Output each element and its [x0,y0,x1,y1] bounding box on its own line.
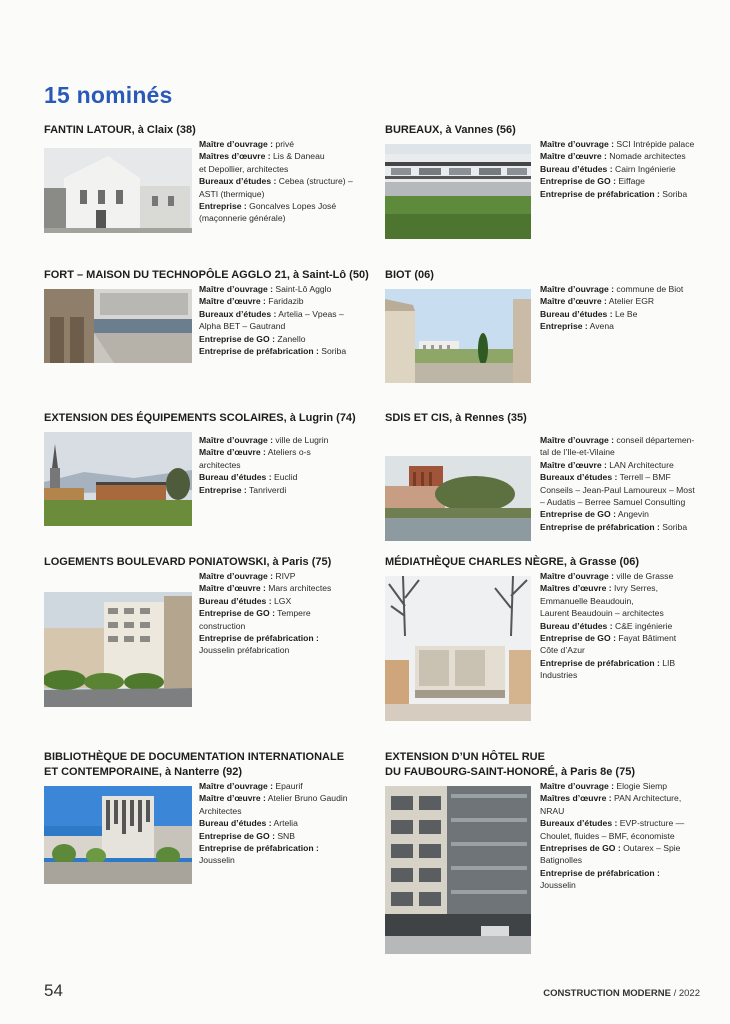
credit-value: Laurent Beaudouin – architectes [540,608,664,619]
credit-role: Entreprise de préfabrication : [540,867,660,878]
credit-line [540,669,720,681]
credit-line [540,484,722,496]
credit-line [199,570,377,582]
credits-block [540,434,722,533]
credit-value: Soriba [659,521,688,532]
credit-value: Atelier EGR [606,296,655,307]
credit-value: conseil départemen- [614,435,695,445]
credit-line [540,632,720,644]
credit-role: Maître d’œuvre : [540,296,607,307]
credit-value: Nomade architectes [606,151,686,162]
nominee-entry [385,268,715,383]
building-photo [385,786,531,954]
credit-role: Bureau d’études : [540,163,613,174]
credit-role: Bureau d’études : [199,595,272,606]
credit-value: SCI Intrépide palace [614,139,695,149]
credit-value: PAN Architecture, [611,793,682,804]
credit-value: Jousselin [199,855,235,866]
nominee-entry [44,411,374,526]
credit-role: Maître d’ouvrage : [540,139,615,149]
credit-value: LIB [659,657,676,668]
credit-role: Bureaux d’études : [199,308,277,319]
credit-value: privé [273,139,295,149]
credit-line [199,817,377,829]
credit-line [199,582,377,594]
credit-line [540,138,720,150]
credit-line [540,150,720,162]
credit-line [540,842,722,854]
credit-value: Angevin [615,509,649,520]
credit-role: Entreprise de GO : [540,633,616,644]
credit-line [199,200,377,212]
credit-line [199,854,377,866]
credit-role: Entreprises de GO : [540,843,621,854]
credit-line [199,842,377,854]
credit-value: Côte d’Azur [540,645,585,656]
credit-line [540,879,722,891]
credit-value: Faridazib [265,296,304,307]
credit-line [199,780,377,792]
credit-role: Bureau d’études : [199,472,272,483]
credit-line [540,620,720,632]
credit-line [540,582,720,594]
credits-block [540,780,722,892]
credits-block [199,434,377,496]
credit-role: Entreprise de préfabrication : [540,521,660,532]
credit-value: Artelia – Vpeas – [276,308,344,319]
credit-line [540,459,722,471]
credit-role: Maître d’ouvrage : [199,284,274,294]
credit-line [540,308,720,320]
credit-value: Tanriverdi [246,484,287,495]
credit-value: Zanello [274,333,306,344]
page-number: 54 [44,981,63,1000]
credits-block [199,570,377,657]
credit-line [540,817,722,829]
credit-value: EVP-structure — [617,818,685,829]
credit-role: Entreprise de GO : [540,509,616,520]
credit-value: Outarex – Spie [620,843,681,854]
building-photo [44,148,192,233]
credit-role: Bureau d’études : [199,818,272,829]
credit-line [199,830,377,842]
credit-value: Cairn Ingénierie [612,163,676,174]
credit-line [540,805,722,817]
nominee-entry [385,750,715,950]
credit-value: Lis & Daneau [270,151,325,162]
credit-role: Entreprise de préfabrication : [199,633,319,644]
credit-line [199,333,379,345]
credit-role: Maître d’œuvre : [540,151,607,162]
credit-role: Entreprise de GO : [540,176,616,187]
credit-line [540,867,722,879]
credit-role: Entreprise : [199,484,247,495]
credit-role: Maître d’œuvre : [199,447,266,458]
credit-value: ville de Lugrin [273,435,329,445]
building-photo [385,576,531,721]
credit-role: Maître d’ouvrage : [540,435,615,445]
credit-line [540,320,720,332]
credit-line [199,632,377,644]
credit-role: Entreprise de préfabrication : [199,843,319,854]
entry-title: BIBLIOTHÈQUE DE DOCUMENTATION INTERNATIONALE [44,751,345,763]
building-photo [44,432,192,526]
magazine-footer [543,988,700,999]
credit-line [540,521,722,533]
credit-line [199,283,379,295]
credit-line [540,434,722,446]
entry-title: BUREAUX, à Vannes (56) [385,124,516,136]
credit-line [540,295,720,307]
credit-role: Entreprise de préfabrication : [540,657,660,668]
credit-line [540,496,722,508]
credit-value: Alpha BET – Gautrand [199,321,286,332]
credit-value: – Audatis – Berree Samuel Consulting [540,497,686,508]
credit-line [199,434,377,446]
credit-line [540,854,722,866]
credit-value: LGX [271,595,292,606]
credit-role: Maître d’ouvrage : [540,284,615,294]
credit-role: Bureaux d’études : [540,472,618,483]
credit-role: Entreprise : [199,201,247,212]
credit-value: Ateliers o-s [265,447,311,458]
credit-role: Maîtres d’œuvre : [540,583,612,594]
nominee-entry [44,123,374,233]
credit-line [540,446,722,458]
credit-value: Industries [540,670,578,681]
credit-line [199,471,377,483]
credit-role: Maître d’ouvrage : [540,571,615,581]
credit-role: Maître d’ouvrage : [199,139,274,149]
credit-line [199,345,379,357]
credit-value: Saint-Lô Agglo [273,284,332,294]
credit-line [199,484,377,496]
building-photo [385,144,531,239]
credit-line [540,570,720,582]
credit-line [199,150,377,162]
credit-role: Entreprise de préfabrication : [540,188,660,199]
credit-value: Goncalves Lopes José [246,201,337,212]
credit-value: SNB [274,830,295,841]
credit-role: Bureaux d’études : [540,818,618,829]
entry-title: BIOT (06) [385,269,434,281]
nominee-entry [385,555,715,720]
credit-value: Cebea (structure) – [276,176,353,187]
credit-value: Choulet, fluides – BMF, économiste [540,830,675,841]
credit-role: Maître d’œuvre : [199,793,266,804]
credit-value: Tempere [274,608,311,619]
credit-value: LAN Architecture [606,459,674,470]
credit-value: ville de Grasse [614,571,674,581]
magazine-year: 2022 [678,988,700,999]
credit-role: Bureau d’études : [540,620,613,631]
credit-value: (maçonnerie générale) [199,213,286,224]
entry-title: EXTENSION DES ÉQUIPEMENTS SCOLAIRES, à Lugrin (74) [44,412,356,424]
credit-line [540,830,722,842]
credit-value: Avena [587,321,614,332]
credit-value: C&E ingénierie [612,620,673,631]
entry-title: EXTENSION D’UN HÔTEL RUE [385,751,545,763]
credit-value: tal de l’Ile-et-Vilaine [540,447,615,458]
building-photo [385,456,531,541]
entry-title: MÉDIATHÈQUE CHARLES NÈGRE, à Grasse (06) [385,556,640,568]
nominee-entry [385,411,715,536]
credits-block [540,570,720,682]
credit-value: Eiffage [615,176,645,187]
credit-line [540,595,720,607]
credit-value: Batignolles [540,855,583,866]
credit-line [199,446,377,458]
entry-title: SDIS ET CIS, à Rennes (35) [385,412,527,424]
credit-line [540,283,720,295]
credit-value: Artelia [271,818,298,829]
credit-line [199,805,377,817]
credit-value: Jousselin préfabrication [199,645,290,656]
credit-line [199,644,377,656]
nominee-entry [385,123,715,238]
building-photo [44,289,192,363]
credit-value: Ivry Serres, [611,583,658,594]
credit-role: Maître d’ouvrage : [199,435,274,445]
magazine-name: CONSTRUCTION MODERNE [543,988,671,999]
credit-value: construction [199,620,246,631]
credit-role: Maître d’ouvrage : [199,571,274,581]
credit-value: Epaurif [273,781,303,791]
credit-value: NRAU [540,805,565,816]
nominee-entry [44,268,379,363]
credit-line [540,508,722,520]
credit-line [199,295,379,307]
entry-title: FORT – MAISON DU TECHNOPÔLE AGGLO 21, à Saint-Lô (50) [44,269,369,281]
credit-role: Bureau d’études : [540,308,613,319]
credit-role: Entreprise de préfabrication : [199,346,319,357]
nominee-entry [44,750,374,890]
building-photo [44,786,192,884]
credit-line [199,308,379,320]
credit-value: Euclid [271,472,298,483]
credit-role: Maître d’œuvre : [199,583,266,594]
credit-value: Conseils – Jean-Paul Lamoureux – Most [540,484,695,495]
credit-line [540,471,722,483]
credit-line [199,163,377,175]
credit-line [540,780,722,792]
credit-value: ASTI (thermique) [199,188,265,199]
credit-value: Atelier Bruno Gaudin [265,793,348,804]
page-title: 15 nominés [44,82,173,108]
credit-role: Entreprise de GO : [199,608,275,619]
credit-value: Mars architectes [265,583,332,594]
credits-block [199,780,377,867]
credit-value: Soriba [318,346,347,357]
credit-role: Entreprise de GO : [199,830,275,841]
credit-value: Terrell – BMF [617,472,671,483]
credit-value: RIVP [273,571,296,581]
credits-block [540,283,720,333]
credit-line [540,657,720,669]
credit-value: Elogie Siemp [614,781,668,791]
credit-line [540,644,720,656]
entry-title: LOGEMENTS BOULEVARD PONIATOWSKI, à Paris (75) [44,556,332,568]
credit-role: Maîtres d’œuvre : [540,793,612,804]
credit-role: Maître d’œuvre : [540,459,607,470]
credit-value: Emmanuelle Beaudouin, [540,595,634,606]
credit-role: Bureaux d’études : [199,176,277,187]
credit-line [199,792,377,804]
credits-block [199,138,377,225]
building-photo [44,592,192,707]
footer-separator: / [670,988,679,999]
entry-title-line-2: ET CONTEMPORAINE, à Nanterre (92) [44,766,243,778]
credit-role: Maître d’œuvre : [199,296,266,307]
credit-line [540,175,720,187]
credits-block [540,138,720,200]
credit-role: Entreprise de GO : [199,333,275,344]
credit-role: Maître d’ouvrage : [199,781,274,791]
credits-block [199,283,379,357]
credit-line [199,138,377,150]
credit-line [199,320,379,332]
credit-line [199,188,377,200]
credit-value: architectes [199,459,241,470]
credit-line [540,188,720,200]
building-photo [385,289,531,383]
credit-line [540,607,720,619]
nominee-entry [44,555,374,690]
credit-value: Architectes [199,805,242,816]
credit-line [540,792,722,804]
entry-title: FANTIN LATOUR, à Claix (38) [44,124,196,136]
entry-title-line-2: DU FAUBOURG-SAINT-HONORÉ, à Paris 8e (75) [385,766,635,778]
credit-value: commune de Biot [614,284,684,294]
credit-value: et Depollier, architectes [199,163,289,174]
credit-value: Fayat Bâtiment [615,633,677,644]
credit-line [199,595,377,607]
credit-line [199,175,377,187]
credit-line [199,459,377,471]
credit-role: Maître d’ouvrage : [540,781,615,791]
credit-line [199,620,377,632]
credit-value: Soriba [659,188,688,199]
credit-value: Jousselin [540,880,576,891]
credit-line [199,212,377,224]
credit-role: Entreprise : [540,321,588,332]
credit-line [540,163,720,175]
credit-line [199,607,377,619]
credit-role: Maîtres d’œuvre : [199,151,271,162]
credit-value: Le Be [612,308,638,319]
